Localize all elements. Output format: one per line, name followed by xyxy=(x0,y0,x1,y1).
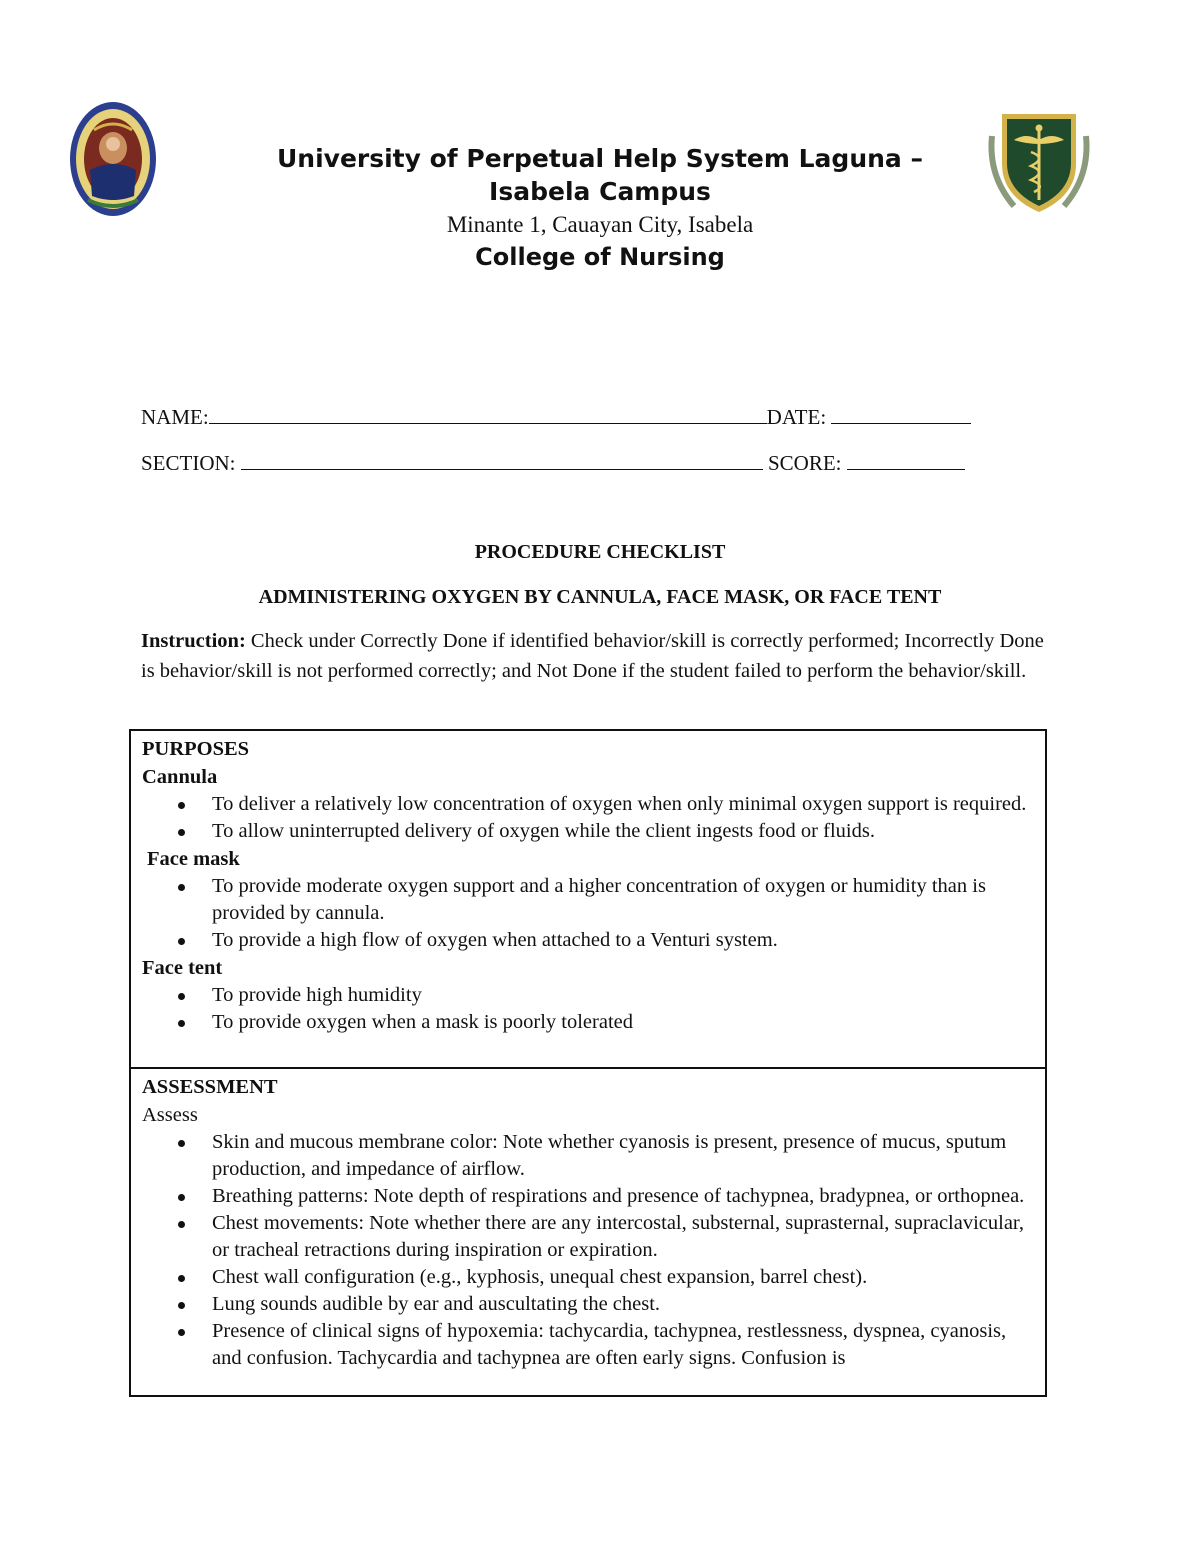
name-field[interactable] xyxy=(209,403,767,424)
list-item: Skin and mucous membrane color: Note whether cyanosis is present, presence of mucus, sputum production, and impedance of airflow. xyxy=(212,1129,1035,1183)
purposes-cell xyxy=(130,730,1046,1068)
assessment-intro: Assess xyxy=(142,1104,198,1126)
list-item: To provide high humidity xyxy=(212,982,1035,1009)
assessment-row xyxy=(130,1068,1046,1396)
list-item: Breathing patterns: Note depth of respirations and presence of tachypnea, bradypnea, or orthopnea. xyxy=(212,1183,1035,1210)
list-item: To allow uninterrupted delivery of oxygen while the client ingests food or fluids. xyxy=(212,818,1035,845)
purposes-heading: PURPOSES xyxy=(142,738,250,760)
section-label: SECTION: xyxy=(141,451,236,475)
list-item: To deliver a relatively low concentration of oxygen when only minimal oxygen support is required. xyxy=(212,791,1035,818)
instruction-text: Check under Correctly Done if identified behavior/skill is correctly performed; Incorrectly Done is behavior/skill is not performed correctly; and Not Done if the student failed to perform the behavior/skill. xyxy=(141,630,1044,682)
face-mask-list xyxy=(142,873,1035,954)
university-name-line1: University of Perpetual Help System Laguna – xyxy=(276,144,923,173)
name-label: NAME: xyxy=(141,405,209,429)
face-mask-heading: Face mask xyxy=(147,848,240,870)
date-label: DATE: xyxy=(766,405,827,429)
checklist-title: PROCEDURE CHECKLIST xyxy=(474,541,726,563)
purposes-row xyxy=(130,730,1046,1068)
list-item: To provide a high flow of oxygen when attached to a Venturi system. xyxy=(212,927,1035,954)
score-field[interactable] xyxy=(847,449,965,470)
cannula-heading: Cannula xyxy=(142,766,218,788)
assessment-list xyxy=(142,1129,1035,1372)
campus-address: Minante 1, Cauayan City, Isabela xyxy=(446,212,754,237)
uphs-seal-logo xyxy=(68,100,158,218)
cannula-list xyxy=(142,791,1035,845)
assessment-heading: ASSESSMENT xyxy=(142,1076,278,1098)
procedure-subtitle: ADMINISTERING OXYGEN BY CANNULA, FACE MASK, OR FACE TENT xyxy=(258,586,942,608)
procedure-checklist-table xyxy=(129,729,1047,1397)
face-tent-heading: Face tent xyxy=(142,957,223,979)
list-item: Lung sounds audible by ear and auscultating the chest. xyxy=(212,1291,1035,1318)
list-item: Chest movements: Note whether there are any intercostal, substernal, suprasternal, supraclavicular, or tracheal retractions during inspiration or expiration. xyxy=(212,1210,1035,1264)
section-field[interactable] xyxy=(241,449,763,470)
list-item: To provide moderate oxygen support and a higher concentration of oxygen or humidity than is provided by cannula. xyxy=(212,873,1035,927)
name-date-row xyxy=(141,403,971,430)
score-label: SCORE: xyxy=(768,451,842,475)
list-item: Chest wall configuration (e.g., kyphosis, unequal chest expansion, barrel chest). xyxy=(212,1264,1035,1291)
instruction-paragraph xyxy=(141,626,1051,686)
face-tent-list xyxy=(142,982,1035,1036)
instruction-label: Instruction: xyxy=(141,630,246,652)
date-field[interactable] xyxy=(831,403,971,424)
list-item: To provide oxygen when a mask is poorly tolerated xyxy=(212,1009,1035,1036)
list-item: Presence of clinical signs of hypoxemia: tachycardia, tachypnea, restlessness, dyspnea, cyanosis, and confusion. Tachycardia and tachypnea are often early signs. Confusion is xyxy=(212,1318,1035,1372)
assessment-cell xyxy=(130,1068,1046,1396)
university-name-line2: Isabela Campus xyxy=(489,177,711,206)
document-header xyxy=(150,142,1050,274)
section-score-row xyxy=(141,449,965,476)
college-name: College of Nursing xyxy=(475,243,725,271)
